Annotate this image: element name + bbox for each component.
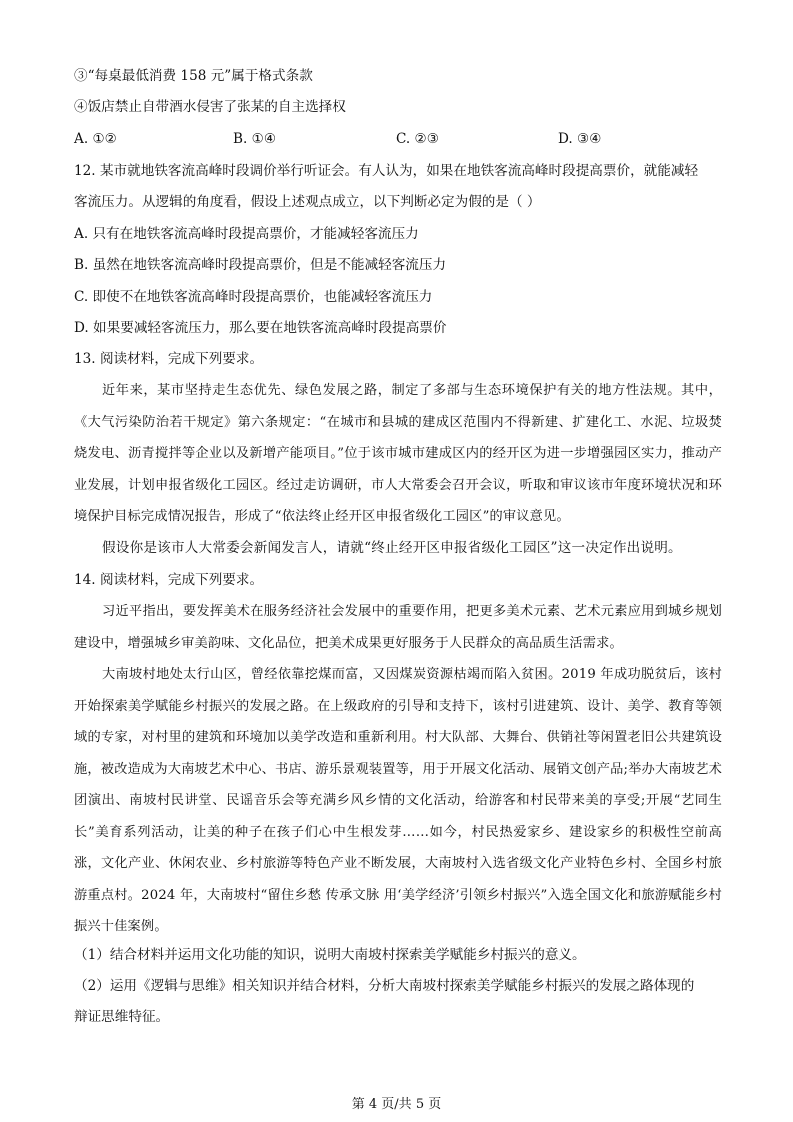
q12-option-a[interactable]: A. 只有在地铁客流高峰时段提高票价，才能减轻客流压力 bbox=[74, 226, 419, 242]
q13-material: 近年来，某市坚持走生态优先、绿色发展之路，制定了多部与生态环境保护有关的地方性法规。其中，《大气污染防治若干规定》第六条规定：“在城市和县城的建成区范围内不得新建、扩建化工、水泥、垃圾焚烧发电、沥青搅拌等企业以及新增产能项目。”位于该市城市建成区内的经开区为进一步增强园区实力，推动产业发展，计划申报省级化工园区。经过走访调研，市人大常委会召开会议，听取和审议该市年度环境状况和环境保护目标完成情况报告，形成了“依法终止经开区申报省级化工园区”的审议意见。 bbox=[74, 383, 722, 524]
q11-option-d[interactable]: D. ③④ bbox=[558, 131, 602, 147]
q11-option-c[interactable]: C. ②③ bbox=[396, 131, 439, 147]
q14-material-1: 习近平指出，要发挥美术在服务经济社会发展中的重要作用，把更多美术元素、艺术元素应用到城乡规划建设中，增强城乡审美韵味、文化品位，把美术成果更好服务于人民群众的高品质生活需求。 bbox=[74, 604, 722, 651]
q12-option-c[interactable]: C. 即使不在地铁客流高峰时段提高票价，也能减轻客流压力 bbox=[74, 289, 433, 305]
q13-task: 假设你是该市人大常委会新闻发言人，请就“终止经开区申报省级化工园区”这一决定作出说明。 bbox=[102, 540, 682, 556]
q14-stem: 14. 阅读材料，完成下列要求。 bbox=[74, 572, 264, 588]
page-footer: 第 4 页/共 5 页 bbox=[351, 1097, 442, 1112]
q14-sub-question-2-line-1: （2）运用《逻辑与思维》相关知识并结合材料，分析大南坡村探索美学赋能乡村振兴的发展之路体现的 bbox=[74, 978, 695, 994]
q12-stem-line-2: 客流压力。从逻辑的角度看，假设上述观点成立，以下判断必定为假的是（ ） bbox=[74, 194, 541, 210]
q14-material-2: 大南坡村地处太行山区，曾经依靠挖煤而富，又因煤炭资源枯竭而陷入贫困。2019 年成功脱贫后，该村开始探索美学赋能乡村振兴的发展之路。在上级政府的引导和支持下，该村引进建筑、设计、美学、教育等领域的专家，对村里的建筑和环境加以美学改造和重新利用。村大队部、大舞台、供销社等闲置老旧公共建筑设施，被改造成为大南坡艺术中心、书店、游乐景观装置等，用于开展文化活动、展销文创产品;举办大南坡艺术团演出、南坡村民讲堂、民谣音乐会等充满乡风乡情的文化活动，给游客和村民带来美的享受;开展“艺同生长”美育系列活动，让美的种子在孩子们心中生根发芽……如今，村民热爱家乡、建设家乡的积极性空前高涨，文化产业、休闲农业、乡村旅游等特色产业不断发展，大南坡村入选省级文化产业特色乡村、全国乡村旅游重点村。2024 年，大南坡村“留住乡愁 传承文脉 用‘美学经济’引领乡村振兴”入选全国文化和旅游赋能乡村振兴十佳案例。 bbox=[74, 667, 722, 934]
q12-option-b[interactable]: B. 虽然在地铁客流高峰时段提高票价，但是不能减轻客流压力 bbox=[74, 257, 447, 273]
statement-4: ④饭店禁止自带酒水侵害了张某的自主选择权 bbox=[74, 99, 346, 115]
q12-stem-line-1: 12. 某市就地铁客流高峰时段调价举行听证会。有人认为，如果在地铁客流高峰时段提高票价，就能减轻 bbox=[74, 163, 699, 179]
statement-3: ③“每桌最低消费 158 元”属于格式条款 bbox=[74, 68, 313, 84]
q11-option-a[interactable]: A. ①② bbox=[74, 131, 117, 147]
q14-sub-question-1: （1）结合材料并运用文化功能的知识，说明大南坡村探索美学赋能乡村振兴的意义。 bbox=[74, 947, 586, 963]
q11-option-b[interactable]: B. ①④ bbox=[233, 131, 277, 147]
q12-option-d[interactable]: D. 如果要减轻客流压力，那么要在地铁客流高峰时段提高票价 bbox=[74, 320, 447, 336]
q13-stem: 13. 阅读材料，完成下列要求。 bbox=[74, 351, 264, 367]
q14-sub-question-2-line-2: 辩证思维特征。 bbox=[74, 1009, 170, 1025]
